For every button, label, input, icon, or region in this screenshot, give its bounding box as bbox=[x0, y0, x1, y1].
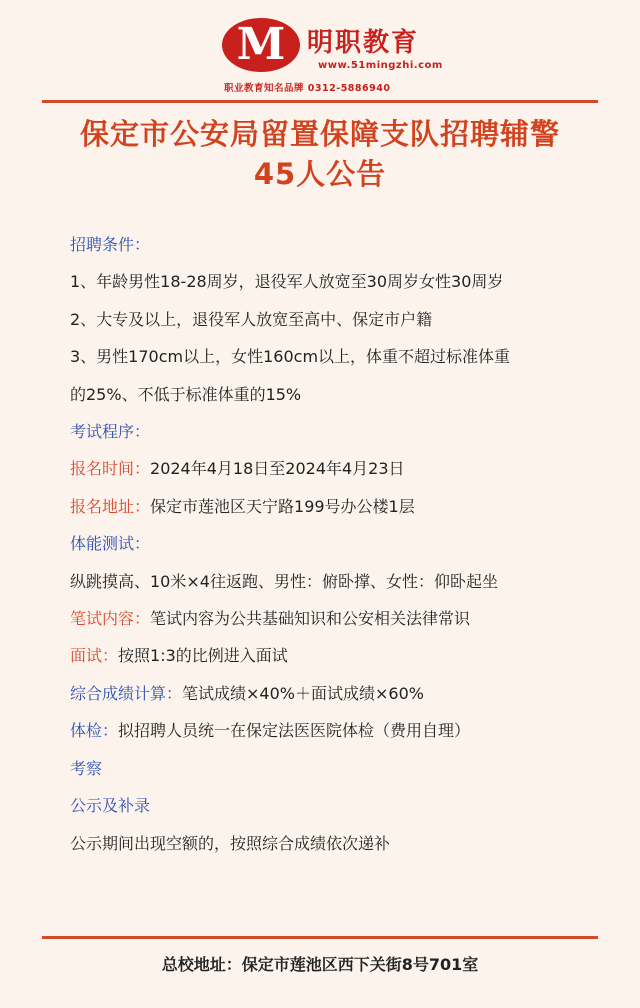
medical-exam-label: 体检： bbox=[70, 721, 119, 741]
physical-test-items: 纵跳摸高、10米×4往返跑、男性：俯卧撑、女性：仰卧起坐 bbox=[70, 571, 498, 591]
publicity-text: 公示期间出现空额的，按照综合成绩依次递补 bbox=[70, 833, 391, 853]
inspection-heading: 考察 bbox=[70, 758, 103, 778]
interview-value: 按照1:3的比例进入面试 bbox=[118, 646, 288, 666]
requirements-heading: 招聘条件： bbox=[70, 235, 151, 254]
brand-url[interactable]: www.51mingzhi.com bbox=[318, 60, 443, 71]
procedure-heading: 考试程序： bbox=[70, 422, 151, 442]
notice-body bbox=[70, 226, 600, 862]
score-value: 笔试成绩×40%＋面试成绩×60% bbox=[182, 683, 424, 703]
title-line-2: 45人公告 bbox=[253, 157, 387, 191]
brand-name: 明职教育 bbox=[307, 28, 420, 58]
requirement-item-continued: 的25%、不低于标准体重的15% bbox=[70, 384, 302, 404]
publicity-heading: 公示及补录 bbox=[70, 796, 151, 816]
written-exam-value: 笔试内容为公共基础知识和公安相关法律常识 bbox=[150, 609, 471, 629]
written-exam-label: 笔试内容： bbox=[70, 609, 151, 629]
registration-address bbox=[70, 488, 600, 525]
written-exam bbox=[70, 600, 600, 637]
title-line-1: 保定市公安局留置保障支队招聘辅警 bbox=[79, 117, 560, 151]
brand-tagline: 职业教育知名品牌 0312-5886940 bbox=[224, 83, 391, 94]
medical-exam bbox=[70, 712, 600, 749]
interview bbox=[70, 637, 600, 674]
interview-label: 面试： bbox=[70, 646, 119, 666]
registration-time bbox=[70, 450, 600, 487]
requirement-item: 1、年龄男性18-28周岁，退役军人放宽至30周岁女性30周岁 bbox=[70, 272, 504, 292]
score-calculation bbox=[70, 675, 600, 712]
footer-address: 总校地址：保定市莲池区西下关街8号701室 bbox=[161, 955, 479, 974]
registration-time-label: 报名时间： bbox=[70, 459, 151, 479]
requirement-item: 2、大专及以上，退役军人放宽至高中、保定市户籍 bbox=[70, 309, 433, 329]
requirement-item: 3、男性170cm以上，女性160cm以上，体重不超过标准体重 bbox=[70, 347, 511, 367]
header bbox=[0, 0, 640, 100]
bottom-divider bbox=[42, 936, 598, 939]
score-label: 综合成绩计算： bbox=[70, 683, 183, 703]
physical-test-heading: 体能测试： bbox=[70, 534, 151, 554]
registration-address-label: 报名地址： bbox=[70, 496, 151, 516]
top-divider bbox=[42, 100, 598, 103]
registration-address-value: 保定市莲池区天宁路199号办公楼1层 bbox=[150, 496, 415, 516]
brand-logo-icon: M bbox=[222, 18, 300, 72]
registration-time-value: 2024年4月18日至2024年4月23日 bbox=[150, 459, 405, 479]
page-title bbox=[20, 114, 620, 194]
medical-exam-value: 拟招聘人员统一在保定法医医院体检（费用自理） bbox=[118, 721, 471, 741]
